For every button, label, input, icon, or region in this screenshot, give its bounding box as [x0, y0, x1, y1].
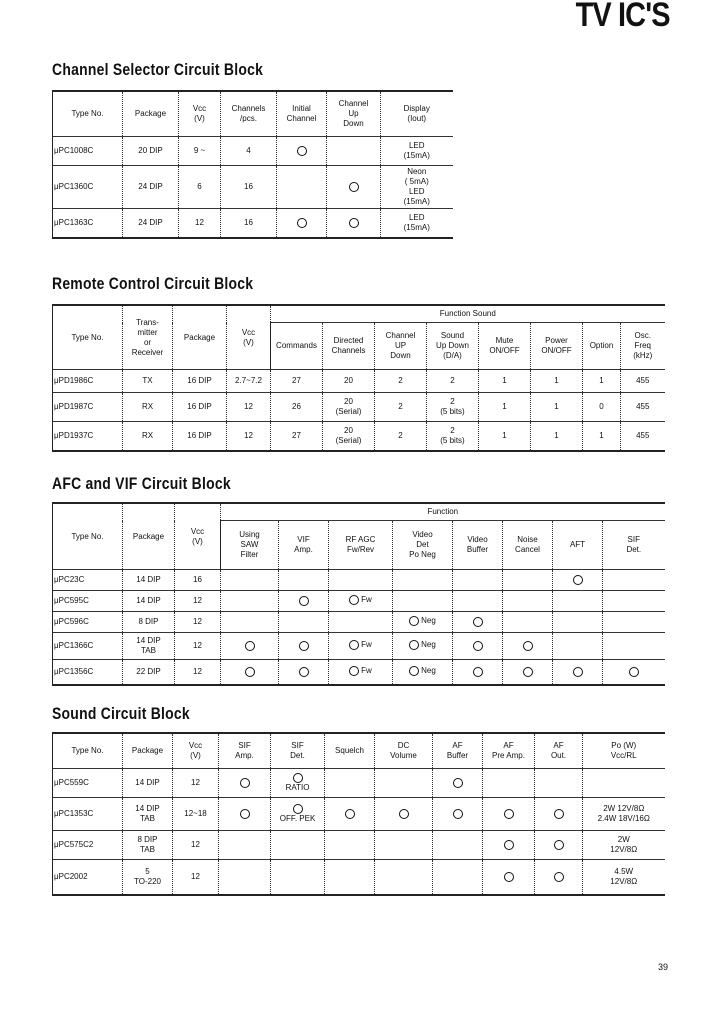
- circle-mark: [409, 616, 419, 626]
- type-no-cell: μPC596C: [53, 612, 123, 633]
- table-cell: 16: [221, 166, 277, 209]
- table-cell: [483, 831, 535, 860]
- type-no-cell: μPC1366C: [53, 633, 123, 660]
- table-row: [53, 860, 665, 896]
- table-cell: [277, 137, 327, 166]
- table-cell: [503, 612, 553, 633]
- table-cell: [279, 612, 329, 633]
- table-cell: RX: [123, 393, 173, 422]
- table-cell: 24 DIP: [123, 166, 179, 209]
- table-cell: 2W 12V/8Ω 2.4W 18V/16Ω: [583, 798, 665, 831]
- table-cell: [393, 660, 453, 686]
- circle-mark: [299, 596, 309, 606]
- table-cell: [583, 769, 665, 798]
- circle-mark: [293, 773, 303, 783]
- table-cell: [277, 209, 327, 239]
- table-cell: 1: [583, 370, 621, 393]
- table-cell: 16: [175, 570, 221, 591]
- table-cell: [603, 660, 665, 686]
- circle-mark: [299, 667, 309, 677]
- table-cell: [279, 591, 329, 612]
- table-cell: 16: [221, 209, 277, 239]
- column-header-commands: Commands: [271, 323, 323, 370]
- circle-mark: [554, 840, 564, 850]
- table-cell: [553, 660, 603, 686]
- table-cell: 20 (Serial): [323, 422, 375, 452]
- function-group-header: Function Sound: [271, 305, 665, 323]
- circle-with-label: [409, 616, 436, 626]
- function-group-header: Function: [221, 503, 665, 521]
- type-no-cell: μPC2002: [53, 860, 123, 896]
- column-header-vcc-v: Vcc (V): [227, 305, 271, 370]
- table-cell: [279, 570, 329, 591]
- mark-label: Fw: [361, 594, 372, 604]
- circle-mark: [409, 640, 419, 650]
- circle-with-label: [409, 640, 436, 650]
- type-no-cell: μPC1360C: [53, 166, 123, 209]
- table-cell: 14 DIP: [123, 591, 175, 612]
- table-cell: [277, 166, 327, 209]
- table-cell: [453, 612, 503, 633]
- column-header-channels-pcs: Channels /pcs.: [221, 91, 277, 137]
- circle-mark: [504, 872, 514, 882]
- table-cell: 1: [479, 422, 531, 452]
- table-cell: [375, 798, 433, 831]
- afc-vif-table: [52, 502, 665, 686]
- table-cell: 20 DIP: [123, 137, 179, 166]
- table-cell: [279, 660, 329, 686]
- table-cell: 4.5W 12V/8Ω: [583, 860, 665, 896]
- column-header-package: Package: [123, 503, 175, 570]
- table-cell: [535, 769, 583, 798]
- table-row: [53, 393, 665, 422]
- type-no-cell: μPC23C: [53, 570, 123, 591]
- remote-section-title: Remote Control Circuit Block: [52, 274, 254, 293]
- column-header-video-det-po-neg: Video Det Po Neg: [393, 521, 453, 570]
- circle-mark: [523, 667, 533, 677]
- table-cell: 16 DIP: [173, 370, 227, 393]
- table-cell: [453, 570, 503, 591]
- table-cell: [535, 860, 583, 896]
- circle-mark: [240, 809, 250, 819]
- circle-mark: [473, 667, 483, 677]
- table-cell: 12: [175, 591, 221, 612]
- table-cell: [503, 591, 553, 612]
- table-cell: 455: [621, 422, 665, 452]
- table-cell: [325, 831, 375, 860]
- table-cell: [329, 570, 393, 591]
- table-cell: [279, 633, 329, 660]
- table-cell: 1: [479, 393, 531, 422]
- column-header-type-no: Type No.: [53, 503, 123, 570]
- table-cell: [221, 612, 279, 633]
- column-header-po-w-vcc-rl: Po (W) Vcc/RL: [583, 733, 665, 769]
- column-header-squelch: Squelch: [325, 733, 375, 769]
- table-cell: 12: [175, 633, 221, 660]
- table-cell: [603, 612, 665, 633]
- table-cell: 24 DIP: [123, 209, 179, 239]
- table-cell: 14 DIP TAB: [123, 798, 173, 831]
- circle-mark: [409, 666, 419, 676]
- circle-mark: [573, 667, 583, 677]
- table-cell: [393, 570, 453, 591]
- table-cell: [553, 633, 603, 660]
- type-no-cell: μPC595C: [53, 591, 123, 612]
- column-header-rf-agc-fw-rev: RF AGC Fw/Rev: [329, 521, 393, 570]
- column-header-directed-channels: Directed Channels: [323, 323, 375, 370]
- column-header-af-buffer: AF Buffer: [433, 733, 483, 769]
- circle-mark: [554, 809, 564, 819]
- column-header-vcc-v: Vcc (V): [179, 91, 221, 137]
- column-header-type-no: Type No.: [53, 91, 123, 137]
- table-cell: [483, 798, 535, 831]
- table-cell: 16 DIP: [173, 422, 227, 452]
- table-row: [53, 612, 665, 633]
- table-cell: [219, 860, 271, 896]
- circle-mark: [349, 218, 359, 228]
- table-row: [53, 570, 665, 591]
- table-cell: [221, 660, 279, 686]
- table-cell: 2 (5 bits): [427, 422, 479, 452]
- table-cell: [483, 769, 535, 798]
- circle-mark: [523, 641, 533, 651]
- circle-mark: [297, 218, 307, 228]
- page-header-title: TV IC'S: [575, 0, 670, 34]
- table-cell: 1: [583, 422, 621, 452]
- table-cell: [553, 612, 603, 633]
- table-cell: 16 DIP: [173, 393, 227, 422]
- column-header-sif-det: SIF Det.: [271, 733, 325, 769]
- mark-label: Neg: [421, 665, 436, 675]
- table-cell: RX: [123, 422, 173, 452]
- type-no-cell: μPD1987C: [53, 393, 123, 422]
- table-cell: [325, 798, 375, 831]
- circle-with-label: [409, 666, 436, 676]
- table-cell: 12: [179, 209, 221, 239]
- table-cell: [503, 633, 553, 660]
- table-cell: [327, 209, 381, 239]
- sound-circuit-table: [52, 732, 665, 896]
- table-cell: [453, 591, 503, 612]
- table-cell: [329, 633, 393, 660]
- table-cell: [271, 831, 325, 860]
- circle-mark: [245, 667, 255, 677]
- table-cell: 2: [375, 370, 427, 393]
- channel-section-title: Channel Selector Circuit Block: [52, 60, 264, 79]
- column-header-type-no: Type No.: [53, 305, 123, 370]
- table-group-header-row: [53, 503, 665, 521]
- mark-label: RATIO: [285, 783, 310, 793]
- mark-label: Fw: [361, 639, 372, 649]
- table-cell: 2W 12V/8Ω: [583, 831, 665, 860]
- table-cell: [221, 591, 279, 612]
- circle-with-label: [349, 666, 372, 676]
- column-header-initial-channel: Initial Channel: [277, 91, 327, 137]
- table-cell: [433, 860, 483, 896]
- table-row: [53, 798, 665, 831]
- page-number: 39: [657, 962, 668, 972]
- type-no-cell: μPC1008C: [53, 137, 123, 166]
- circle-mark: [240, 778, 250, 788]
- column-header-channel-up-down: Channel Up Down: [327, 91, 381, 137]
- table-cell: [375, 860, 433, 896]
- column-header-display-iout: Display (Iout): [381, 91, 453, 137]
- column-header-vif-amp: VIF Amp.: [279, 521, 329, 570]
- circle-mark: [504, 840, 514, 850]
- table-cell: LED (15mA): [381, 209, 453, 239]
- column-header-package: Package: [123, 91, 179, 137]
- column-header-dc-volume: DC Volume: [375, 733, 433, 769]
- circle-mark: [453, 778, 463, 788]
- table-cell: [375, 831, 433, 860]
- circle-mark: [349, 182, 359, 192]
- circle-with-label: [349, 595, 372, 605]
- table-cell: [327, 137, 381, 166]
- sound-section-title: Sound Circuit Block: [52, 704, 190, 723]
- table-cell: [433, 769, 483, 798]
- circle-mark: [297, 146, 307, 156]
- table-cell: [393, 591, 453, 612]
- table-cell: 8 DIP TAB: [123, 831, 173, 860]
- table-cell: 14 DIP: [123, 570, 175, 591]
- table-cell: [219, 831, 271, 860]
- circle-mark: [504, 809, 514, 819]
- table-row: [53, 166, 453, 209]
- circle-mark: [629, 667, 639, 677]
- column-header-osc-freq-khz: Osc. Freq (kHz): [621, 323, 665, 370]
- table-cell: 2: [375, 393, 427, 422]
- table-cell: 12: [227, 422, 271, 452]
- circle-mark: [345, 809, 355, 819]
- table-cell: [535, 798, 583, 831]
- table-cell: [503, 660, 553, 686]
- column-header-package: Package: [173, 305, 227, 370]
- table-cell: [325, 769, 375, 798]
- table-cell: [603, 570, 665, 591]
- table-cell: 20: [323, 370, 375, 393]
- table-cell: 1: [531, 370, 583, 393]
- table-cell: 14 DIP: [123, 769, 173, 798]
- type-no-cell: μPC1356C: [53, 660, 123, 686]
- column-header-trans-mitter-or-receiver: Trans- mitter or Receiver: [123, 305, 173, 370]
- table-cell: 2.7~7.2: [227, 370, 271, 393]
- circle-mark: [293, 804, 303, 814]
- table-cell: Neon ( 5mA) LED (15mA): [381, 166, 453, 209]
- circle-mark: [245, 641, 255, 651]
- column-header-channel-up-down: Channel UP Down: [375, 323, 427, 370]
- table-cell: [453, 633, 503, 660]
- table-cell: 1: [531, 422, 583, 452]
- table-cell: LED (15mA): [381, 137, 453, 166]
- table-cell: 12: [173, 769, 219, 798]
- mark-label: Fw: [361, 665, 372, 675]
- table-cell: [329, 591, 393, 612]
- circle-mark: [473, 641, 483, 651]
- column-header-package: Package: [123, 733, 173, 769]
- column-header-sif-amp: SIF Amp.: [219, 733, 271, 769]
- table-cell: [325, 860, 375, 896]
- table-cell: [433, 831, 483, 860]
- type-no-cell: μPC575C2: [53, 831, 123, 860]
- table-cell: 27: [271, 422, 323, 452]
- circle-mark: [349, 666, 359, 676]
- column-header-video-buffer: Video Buffer: [453, 521, 503, 570]
- table-row: [53, 422, 665, 452]
- circle-mark: [299, 641, 309, 651]
- table-cell: 5 TO-220: [123, 860, 173, 896]
- table-cell: [219, 769, 271, 798]
- column-header-af-out: AF Out.: [535, 733, 583, 769]
- table-cell: 455: [621, 393, 665, 422]
- table-header-row: [53, 733, 665, 769]
- table-cell: 27: [271, 370, 323, 393]
- column-header-af-pre-amp: AF Pre Amp.: [483, 733, 535, 769]
- table-cell: TX: [123, 370, 173, 393]
- table-cell: 0: [583, 393, 621, 422]
- column-header-using-saw-filter: Using SAW Filter: [221, 521, 279, 570]
- table-cell: [327, 166, 381, 209]
- column-header-sif-det: SIF Det.: [603, 521, 665, 570]
- table-cell: [219, 798, 271, 831]
- circle-mark: [554, 872, 564, 882]
- table-cell: 9 ~: [179, 137, 221, 166]
- table-cell: [453, 660, 503, 686]
- table-cell: 2: [375, 422, 427, 452]
- table-cell: 22 DIP: [123, 660, 175, 686]
- mark-label: Neg: [421, 615, 436, 625]
- table-cell: [329, 612, 393, 633]
- channel-selector-table: [52, 90, 453, 239]
- column-header-vcc-v: Vcc (V): [175, 503, 221, 570]
- table-header-row: [53, 91, 453, 137]
- table-cell: 20 (Serial): [323, 393, 375, 422]
- table-cell: 12~18: [173, 798, 219, 831]
- table-cell: [603, 633, 665, 660]
- table-cell: 26: [271, 393, 323, 422]
- column-header-option: Option: [583, 323, 621, 370]
- circle-with-label: [349, 640, 372, 650]
- circle-mark: [573, 575, 583, 585]
- type-no-cell: μPD1937C: [53, 422, 123, 452]
- table-cell: 2 (5 bits): [427, 393, 479, 422]
- table-cell: 1: [479, 370, 531, 393]
- table-cell: 12: [173, 831, 219, 860]
- table-row: [53, 769, 665, 798]
- column-header-type-no: Type No.: [53, 733, 123, 769]
- table-cell: [271, 798, 325, 831]
- mark-label: Neg: [421, 639, 436, 649]
- circle-mark: [349, 640, 359, 650]
- column-header-power-on-off: Power ON/OFF: [531, 323, 583, 370]
- column-header-noise-cancel: Noise Cancel: [503, 521, 553, 570]
- type-no-cell: μPC559C: [53, 769, 123, 798]
- column-header-mute-on-off: Mute ON/OFF: [479, 323, 531, 370]
- table-cell: [221, 570, 279, 591]
- table-cell: [375, 769, 433, 798]
- column-header-sound-up-down-d-a: Sound Up Down (D/A): [427, 323, 479, 370]
- type-no-cell: μPC1353C: [53, 798, 123, 831]
- table-cell: 4: [221, 137, 277, 166]
- column-header-vcc-v: Vcc (V): [173, 733, 219, 769]
- remote-control-table: [52, 304, 665, 452]
- table-row: [53, 591, 665, 612]
- afc-section-title: AFC and VIF Circuit Block: [52, 474, 231, 493]
- table-cell: [535, 831, 583, 860]
- table-cell: 6: [179, 166, 221, 209]
- circle-mark: [453, 809, 463, 819]
- table-cell: [329, 660, 393, 686]
- table-group-header-row: [53, 305, 665, 323]
- table-cell: [393, 612, 453, 633]
- mark-label: OFF. PEK: [279, 814, 316, 824]
- table-cell: [553, 591, 603, 612]
- circle-mark: [399, 809, 409, 819]
- table-row: [53, 137, 453, 166]
- table-row: [53, 660, 665, 686]
- table-cell: [221, 633, 279, 660]
- table-cell: [483, 860, 535, 896]
- table-row: [53, 633, 665, 660]
- table-cell: 1: [531, 393, 583, 422]
- table-cell: [433, 798, 483, 831]
- table-cell: [271, 860, 325, 896]
- table-cell: 14 DIP TAB: [123, 633, 175, 660]
- table-cell: 2: [427, 370, 479, 393]
- table-cell: 455: [621, 370, 665, 393]
- circle-mark: [349, 595, 359, 605]
- circle-mark: [473, 617, 483, 627]
- column-header-aft: AFT: [553, 521, 603, 570]
- table-cell: 12: [173, 860, 219, 896]
- table-row: [53, 370, 665, 393]
- table-cell: [603, 591, 665, 612]
- table-cell: 12: [175, 660, 221, 686]
- table-cell: [393, 633, 453, 660]
- table-cell: 12: [227, 393, 271, 422]
- table-row: [53, 831, 665, 860]
- table-cell: [271, 769, 325, 798]
- table-row: [53, 209, 453, 239]
- table-cell: [553, 570, 603, 591]
- type-no-cell: μPD1986C: [53, 370, 123, 393]
- table-cell: 8 DIP: [123, 612, 175, 633]
- table-cell: [503, 570, 553, 591]
- table-cell: 12: [175, 612, 221, 633]
- type-no-cell: μPC1363C: [53, 209, 123, 239]
